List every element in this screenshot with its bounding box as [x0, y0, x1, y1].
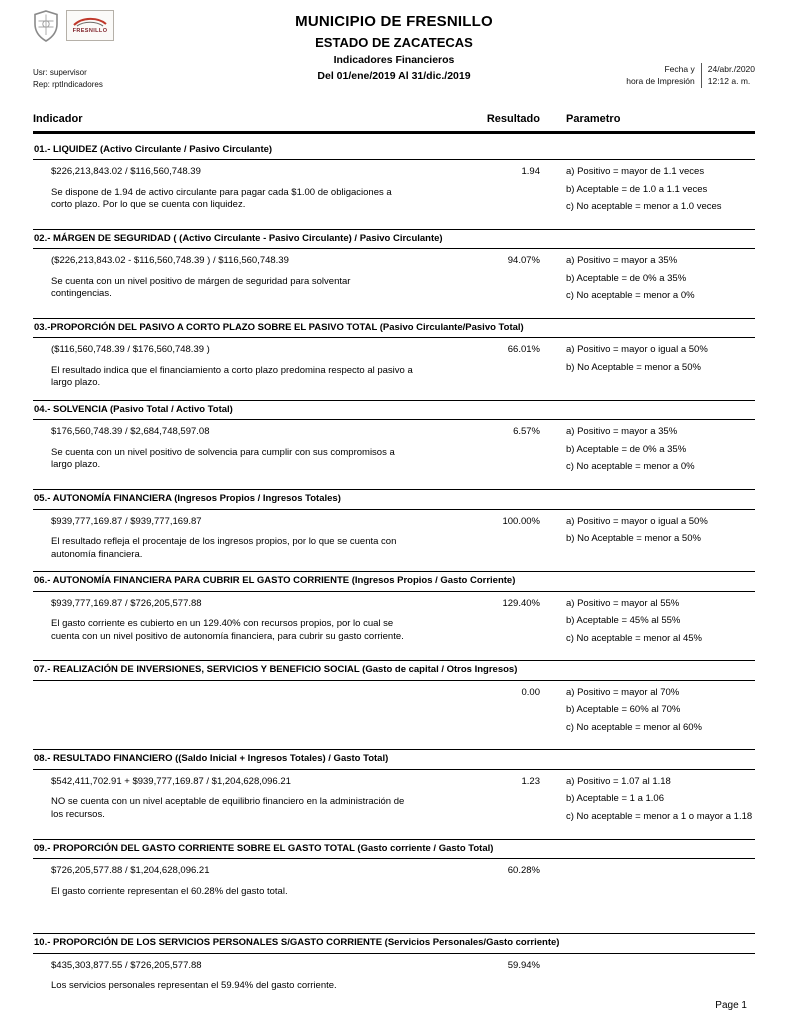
- report-id-label: Rep: rptIndicadores: [33, 80, 103, 90]
- municipal-crest-icon: [33, 10, 59, 47]
- indicator-section: [33, 318, 755, 393]
- parameter-item: b) Aceptable = de 1.0 a 1.1 veces: [566, 183, 708, 195]
- section-title: 01.- LIQUIDEZ (Activo Circulante / Pasivo Circulante): [33, 141, 755, 161]
- indicator-cell: [33, 166, 463, 219]
- indicator-section: [33, 839, 755, 902]
- indicator-formula: $939,777,169.87 / $939,777,169.87: [51, 515, 202, 527]
- parameter-item: a) Positivo = mayor al 55%: [566, 597, 680, 609]
- parameter-list: [540, 598, 755, 651]
- indicator-description: Los servicios personales representan el 59.94% del gasto corriente.: [51, 980, 337, 992]
- parameter-item: b) Aceptable = de 0% a 35%: [566, 272, 687, 284]
- section-title: 09.- PROPORCIÓN DEL GASTO CORRIENTE SOBRE EL GASTO TOTAL (Gasto corriente / Gasto Total): [33, 839, 755, 860]
- parameter-list: [540, 776, 755, 829]
- print-label-line1: Fecha y: [664, 64, 695, 74]
- indicator-section: [33, 489, 755, 564]
- indicator-formula: $176,560,748.39 / $2,684,748,597.08: [51, 426, 210, 438]
- indicator-section: [33, 933, 755, 996]
- indicator-section: [33, 229, 755, 311]
- parameter-item: a) Positivo = mayor al 70%: [566, 686, 680, 698]
- section-title: 05.- AUTONOMÍA FINANCIERA (Ingresos Propios / Ingresos Totales): [33, 489, 755, 510]
- print-datetime-values: [708, 63, 755, 88]
- indicator-cell: [33, 255, 463, 308]
- indicator-formula: $939,777,169.87 / $726,205,577.88: [51, 597, 202, 609]
- indicator-description: Se dispone de 1.94 de activo circulante para pagar cada $1.00 de obligaciones a corto plazo. Por lo que se cuenta con liquidez.: [51, 186, 392, 211]
- parameter-item: b) No Aceptable = menor a 50%: [566, 361, 701, 373]
- parameter-list: [540, 865, 755, 898]
- parameter-item: c) No aceptable = menor a 1 o mayor a 1.18: [566, 810, 753, 822]
- parameter-list: [540, 687, 755, 740]
- print-datetime: [626, 63, 755, 88]
- indicator-result: 1.23: [521, 775, 540, 787]
- parameter-list: [540, 255, 755, 308]
- section-title: 07.- REALIZACIÓN DE INVERSIONES, SERVICIOS Y BENEFICIO SOCIAL (Gasto de capital / Otros Ingresos): [33, 660, 755, 681]
- indicator-description: Se cuenta con un nivel positivo de solvencia para cumplir con sus compromisos a largo plazo.: [51, 446, 395, 471]
- parameter-list: [540, 516, 755, 562]
- parameter-item: b) Aceptable = 60% al 70%: [566, 704, 681, 716]
- indicator-result: 59.94%: [507, 959, 540, 971]
- page-footer: [715, 999, 747, 1012]
- run-metadata: [33, 67, 103, 92]
- fresnillo-logo-text: FRESNILLO: [72, 27, 108, 34]
- user-label: Usr: supervisor: [33, 68, 87, 77]
- parameter-list: [540, 166, 755, 219]
- indicator-cell: [33, 776, 463, 829]
- section-body: [33, 338, 755, 393]
- indicator-formula: ($226,213,843.02 - $116,560,748.39 ) / $116,560,748.39: [51, 255, 289, 267]
- column-parametro: Parametro: [566, 113, 621, 125]
- print-meta-divider: [701, 63, 702, 88]
- indicator-result: 6.57%: [513, 426, 540, 438]
- indicator-cell: [33, 516, 463, 562]
- indicator-section: [33, 400, 755, 482]
- indicator-description: El resultado refleja el procentaje de los ingresos propios, por lo que se cuenta con autonomía financiera.: [51, 536, 397, 560]
- parameter-item: c) No aceptable = menor a 0%: [566, 290, 695, 302]
- parameter-item: a) Positivo = mayor o igual a 50%: [566, 515, 708, 527]
- parameter-item: c) No aceptable = menor al 45%: [566, 632, 702, 644]
- indicator-cell: [33, 344, 463, 390]
- indicator-result: 129.40%: [502, 597, 540, 609]
- indicator-cell: [33, 426, 463, 479]
- indicator-section: [33, 660, 755, 742]
- indicator-result: 94.07%: [507, 255, 540, 267]
- indicator-formula: $435,303,877.55 / $726,205,577.88: [51, 959, 202, 971]
- section-body: [33, 510, 755, 565]
- parameter-item: c) No aceptable = menor al 60%: [566, 721, 702, 733]
- indicator-result: 60.28%: [507, 865, 540, 877]
- sections-container: [33, 141, 755, 996]
- section-title: 03.-PROPORCIÓN DEL PASIVO A CORTO PLAZO SOBRE EL PASIVO TOTAL (Pasivo Circulante/Pasivo Total): [33, 318, 755, 339]
- indicator-section: [33, 141, 755, 222]
- report-period: Del 01/ene/2019 Al 31/dic./2019: [317, 69, 471, 82]
- section-body: [33, 592, 755, 654]
- indicator-cell: [33, 687, 463, 740]
- indicator-cell: [33, 865, 463, 898]
- indicator-formula: $726,205,577.88 / $1,204,628,096.21: [51, 865, 210, 877]
- header-rule: [33, 131, 755, 134]
- indicator-description: Se cuenta con un nivel positivo de márgen de seguridad para solventar contingencias.: [51, 275, 351, 300]
- indicator-description: El gasto corriente representan el 60.28% del gasto total.: [51, 885, 288, 897]
- section-title: 02.- MÁRGEN DE SEGURIDAD ( (Activo Circulante - Pasivo Circulante) / Pasivo Circulante): [33, 229, 755, 250]
- parameter-item: a) Positivo = mayor a 35%: [566, 255, 678, 267]
- section-body: [33, 859, 755, 901]
- report-title: Indicadores Financieros: [333, 53, 455, 66]
- indicator-cell: [33, 960, 463, 993]
- section-body: [33, 420, 755, 482]
- print-time: 12:12 a. m.: [707, 76, 751, 87]
- fresnillo-logo-icon: [66, 10, 114, 41]
- parameter-item: b) Aceptable = 1 a 1.06: [566, 793, 664, 805]
- parameter-item: a) Positivo = mayor o igual a 50%: [566, 344, 708, 356]
- parameter-item: a) Positivo = mayor de 1.1 veces: [566, 166, 705, 178]
- parameter-list: [540, 426, 755, 479]
- section-body: [33, 249, 755, 311]
- indicator-section: [33, 749, 755, 831]
- page-number: Page 1: [715, 999, 747, 1011]
- column-resultado: Resultado: [486, 113, 540, 125]
- parameter-item: b) Aceptable = de 0% a 35%: [566, 443, 687, 455]
- section-body: [33, 681, 755, 743]
- section-title: 10.- PROPORCIÓN DE LOS SERVICIOS PERSONALES S/GASTO CORRIENTE (Servicios Personales/Gasto corriente): [33, 933, 755, 954]
- report-header: [33, 10, 755, 98]
- print-datetime-label: [626, 63, 695, 88]
- indicator-formula: ($116,560,748.39 / $176,560,748.39 ): [51, 344, 210, 356]
- logo-group: [33, 10, 114, 47]
- table-column-header: [33, 112, 755, 131]
- parameter-item: a) Positivo = mayor a 35%: [566, 426, 678, 438]
- section-title: 06.- AUTONOMÍA FINANCIERA PARA CUBRIR EL GASTO CORRIENTE (Ingresos Propios / Gasto Corriente): [33, 571, 755, 592]
- section-body: [33, 770, 755, 832]
- indicator-section: [33, 571, 755, 653]
- parameter-item: b) No Aceptable = menor a 50%: [566, 533, 701, 545]
- section-title: 04.- SOLVENCIA (Pasivo Total / Activo Total): [33, 400, 755, 421]
- parameter-item: a) Positivo = 1.07 al 1.18: [566, 775, 671, 787]
- section-body: [33, 954, 755, 996]
- indicator-description: El gasto corriente es cubierto en un 129.40% con recursos propios, por lo cual se cuenta con un nivel positivo de autonomía financiera, para cubrir su gasto corriente.: [51, 618, 404, 642]
- indicator-result: 1.94: [521, 166, 540, 178]
- parameter-item: b) Aceptable = 45% al 55%: [566, 615, 681, 627]
- parameter-item: c) No aceptable = menor a 1.0 veces: [566, 201, 722, 213]
- parameter-list: [540, 344, 755, 390]
- indicator-description: NO se cuenta con un nivel aceptable de equilibrio financiero en la administración de los recursos.: [51, 796, 405, 820]
- state-title: ESTADO DE ZACATECAS: [315, 34, 473, 50]
- parameter-item: c) No aceptable = menor a 0%: [566, 461, 695, 473]
- section-title: 08.- RESULTADO FINANCIERO ((Saldo Inicial + Ingresos Totales) / Gasto Total): [33, 749, 755, 770]
- parameter-list: [540, 960, 755, 993]
- indicator-formula: $542,411,702.91 + $939,777,169.87 / $1,204,628,096.21: [51, 775, 291, 787]
- section-body: [33, 160, 755, 222]
- print-date: 24/abr./2020: [707, 64, 755, 74]
- indicator-formula: $226,213,843.02 / $116,560,748.39: [51, 166, 201, 178]
- indicator-description: El resultado indica que el financiamiento a corto plazo predomina respecto al pasivo a largo plazo.: [51, 364, 413, 389]
- indicator-cell: [33, 598, 463, 651]
- indicator-result: 100.00%: [502, 515, 540, 527]
- print-label-line2: hora de Impresión: [626, 76, 695, 87]
- column-indicador: Indicador: [33, 113, 83, 125]
- indicator-result: 66.01%: [507, 344, 540, 356]
- indicator-result: 0.00: [521, 686, 540, 698]
- municipality-title: MUNICIPIO DE FRESNILLO: [295, 13, 493, 30]
